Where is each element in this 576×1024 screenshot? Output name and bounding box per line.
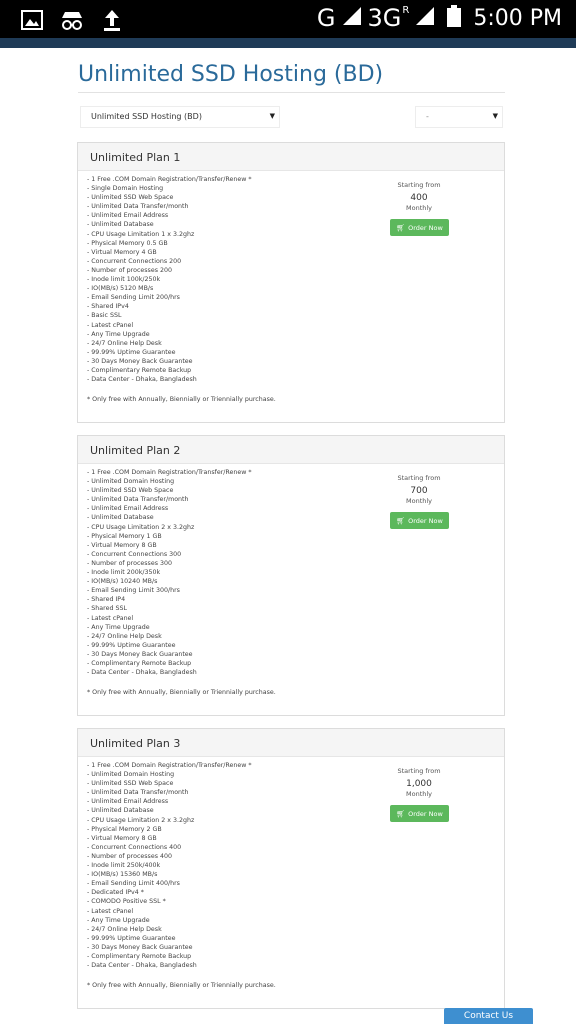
starting-from-label: Starting from bbox=[397, 181, 441, 189]
feature-item: - 24/7 Online Help Desk bbox=[87, 925, 162, 933]
category-select[interactable] bbox=[80, 106, 280, 128]
order-now-button[interactable] bbox=[390, 219, 449, 236]
notification-icons bbox=[18, 7, 126, 33]
feature-item: - IO(MB/s) 10240 MB/s bbox=[87, 578, 158, 586]
system-indicators bbox=[317, 4, 562, 32]
feature-item: - Shared SSL bbox=[87, 605, 127, 613]
secondary-select[interactable] bbox=[415, 106, 503, 128]
plan-note: * Only free with Annually, Biennially or Triennially purchase. bbox=[87, 396, 276, 403]
feature-item: - CPU Usage Limitation 2 x 3.2ghz bbox=[87, 816, 195, 824]
plan-title: Unlimited Plan 2 bbox=[78, 436, 504, 464]
plan-card bbox=[77, 728, 505, 1009]
order-now-label: Order Now bbox=[408, 809, 443, 818]
secondary-select-value: - bbox=[426, 112, 429, 121]
plan-note: * Only free with Annually, Biennially or Triennially purchase. bbox=[87, 982, 276, 989]
feature-item: - Unlimited SSD Web Space bbox=[87, 487, 174, 495]
feature-item: - Dedicated IPv4 * bbox=[87, 889, 144, 897]
feature-item: - Concurrent Connections 200 bbox=[87, 257, 182, 265]
feature-item: - Inode limit 200k/350k bbox=[87, 569, 161, 577]
battery-icon bbox=[447, 5, 461, 32]
feature-item: - Unlimited Database bbox=[87, 807, 154, 815]
feature-item: - Unlimited Domain Hosting bbox=[87, 478, 175, 486]
feature-item: - Latest cPanel bbox=[87, 614, 134, 622]
feature-item: - 99.99% Uptime Guarantee bbox=[87, 348, 176, 356]
order-now-button[interactable] bbox=[390, 512, 449, 529]
order-now-button[interactable] bbox=[390, 805, 449, 822]
incognito-icon bbox=[58, 7, 86, 33]
price-amount: 400 bbox=[410, 193, 428, 203]
page-title: Unlimited SSD Hosting (BD) bbox=[78, 62, 384, 87]
plan-card bbox=[77, 435, 505, 716]
feature-item: - IO(MB/s) 5120 MB/s bbox=[87, 285, 154, 293]
feature-item: - Complimentary Remote Backup bbox=[87, 952, 192, 960]
price-box bbox=[390, 767, 448, 798]
feature-item: - Data Center - Dhaka, Bangladesh bbox=[87, 962, 197, 970]
feature-item: - Unlimited Email Address bbox=[87, 212, 169, 220]
feature-item: - 99.99% Uptime Guarantee bbox=[87, 934, 176, 942]
feature-item: - Complimentary Remote Backup bbox=[87, 659, 192, 667]
feature-item: - CPU Usage Limitation 1 x 3.2ghz bbox=[87, 230, 195, 238]
feature-item: - Data Center - Dhaka, Bangladesh bbox=[87, 376, 197, 384]
feature-item: - Email Sending Limit 300/hrs bbox=[87, 587, 180, 595]
order-now-label: Order Now bbox=[408, 516, 443, 525]
category-select-value: Unlimited SSD Hosting (BD) bbox=[91, 112, 202, 121]
feature-item: - COMODO Positive SSL * bbox=[87, 898, 166, 906]
feature-item: - Email Sending Limit 200/hrs bbox=[87, 294, 180, 302]
feature-item: - Unlimited Email Address bbox=[87, 798, 169, 806]
cart-icon: 🛒︎ bbox=[396, 516, 406, 525]
feature-item: - Shared IP4 bbox=[87, 596, 126, 604]
feature-item: - Number of processes 200 bbox=[87, 266, 173, 274]
plan-body bbox=[78, 757, 504, 989]
feature-item: - Concurrent Connections 400 bbox=[87, 843, 182, 851]
plan-body bbox=[78, 464, 504, 696]
price-amount: 1,000 bbox=[406, 779, 432, 789]
feature-item: - Any Time Upgrade bbox=[87, 916, 150, 924]
feature-item: - Data Center - Dhaka, Bangladesh bbox=[87, 669, 197, 677]
feature-item: - Any Time Upgrade bbox=[87, 330, 150, 338]
cart-icon: 🛒︎ bbox=[396, 809, 406, 818]
feature-item: - Unlimited Data Transfer/month bbox=[87, 789, 189, 797]
feature-item: - 30 Days Money Back Guarantee bbox=[87, 943, 193, 951]
upload-icon bbox=[98, 7, 126, 33]
feature-item: - Shared IPv4 bbox=[87, 303, 129, 311]
feature-item: - Inode limit 100k/250k bbox=[87, 276, 161, 284]
price-box bbox=[390, 474, 448, 505]
feature-item: - 1 Free .COM Domain Registration/Transfer/Renew * bbox=[87, 469, 252, 476]
signal-icon bbox=[415, 6, 435, 31]
signal-icon bbox=[342, 6, 362, 31]
feature-item: - Latest cPanel bbox=[87, 907, 134, 915]
network-type-label: G bbox=[316, 4, 336, 32]
feature-item: - Concurrent Connections 300 bbox=[87, 550, 182, 558]
feature-item: - Virtual Memory 8 GB bbox=[87, 541, 157, 549]
network-3g-label: 3G bbox=[367, 4, 402, 32]
feature-item: - 24/7 Online Help Desk bbox=[87, 339, 162, 347]
feature-item: - 99.99% Uptime Guarantee bbox=[87, 641, 176, 649]
plan-title: Unlimited Plan 1 bbox=[78, 143, 504, 171]
feature-item: - Unlimited SSD Web Space bbox=[87, 194, 174, 202]
feature-item: - Basic SSL bbox=[87, 312, 122, 320]
starting-from-label: Starting from bbox=[397, 474, 441, 482]
caret-down-icon: ▼ bbox=[492, 112, 498, 120]
image-icon bbox=[18, 7, 46, 33]
starting-from-label: Starting from bbox=[397, 767, 441, 775]
feature-item: - Virtual Memory 4 GB bbox=[87, 248, 157, 256]
status-bar bbox=[0, 0, 576, 38]
feature-item: - Unlimited Database bbox=[87, 514, 154, 522]
feature-item: - Inode limit 250k/400k bbox=[87, 862, 161, 870]
feature-item: - Unlimited Domain Hosting bbox=[87, 771, 175, 779]
feature-item: - IO(MB/s) 15360 MB/s bbox=[87, 871, 158, 879]
feature-item: - Virtual Memory 8 GB bbox=[87, 834, 157, 842]
feature-item: - 1 Free .COM Domain Registration/Transfer/Renew * bbox=[87, 176, 252, 183]
clock: 5:00 PM bbox=[473, 5, 562, 31]
feature-item: - 1 Free .COM Domain Registration/Transfer/Renew * bbox=[87, 762, 252, 769]
plan-title: Unlimited Plan 3 bbox=[78, 729, 504, 757]
billing-cycle: Monthly bbox=[405, 204, 433, 212]
divider bbox=[78, 92, 505, 93]
feature-item: - 30 Days Money Back Guarantee bbox=[87, 357, 193, 365]
feature-item: - Physical Memory 2 GB bbox=[87, 825, 162, 833]
plan-note: * Only free with Annually, Biennially or Triennially purchase. bbox=[87, 689, 276, 696]
price-box bbox=[390, 181, 448, 212]
contact-us-button[interactable]: Contact Us bbox=[444, 1008, 533, 1024]
feature-item: - Unlimited Data Transfer/month bbox=[87, 496, 189, 504]
feature-item: - 30 Days Money Back Guarantee bbox=[87, 650, 193, 658]
feature-item: - Single Domain Hosting bbox=[87, 185, 164, 193]
cart-icon: 🛒︎ bbox=[396, 223, 406, 232]
feature-item: - Latest cPanel bbox=[87, 321, 134, 329]
feature-item: - Number of processes 400 bbox=[87, 852, 173, 860]
feature-item: - Unlimited Email Address bbox=[87, 505, 169, 513]
feature-item: - Physical Memory 0.5 GB bbox=[87, 239, 168, 247]
site-header-bar bbox=[0, 38, 576, 48]
caret-down-icon: ▼ bbox=[269, 112, 275, 120]
feature-item: - CPU Usage Limitation 2 x 3.2ghz bbox=[87, 523, 195, 531]
billing-cycle: Monthly bbox=[405, 790, 433, 798]
order-now-label: Order Now bbox=[408, 223, 443, 232]
feature-item: - Unlimited Database bbox=[87, 221, 154, 229]
feature-item: - Unlimited SSD Web Space bbox=[87, 780, 174, 788]
feature-item: - Physical Memory 1 GB bbox=[87, 532, 162, 540]
feature-item: - Number of processes 300 bbox=[87, 559, 173, 567]
plan-body bbox=[78, 171, 504, 403]
billing-cycle: Monthly bbox=[405, 497, 433, 505]
feature-item: - Complimentary Remote Backup bbox=[87, 366, 192, 374]
feature-item: - 24/7 Online Help Desk bbox=[87, 632, 162, 640]
feature-item: - Unlimited Data Transfer/month bbox=[87, 203, 189, 211]
price-amount: 700 bbox=[410, 486, 428, 496]
feature-item: - Any Time Upgrade bbox=[87, 623, 150, 631]
roaming-indicator: R bbox=[402, 4, 410, 16]
feature-item: - Email Sending Limit 400/hrs bbox=[87, 880, 180, 888]
plan-card bbox=[77, 142, 505, 423]
